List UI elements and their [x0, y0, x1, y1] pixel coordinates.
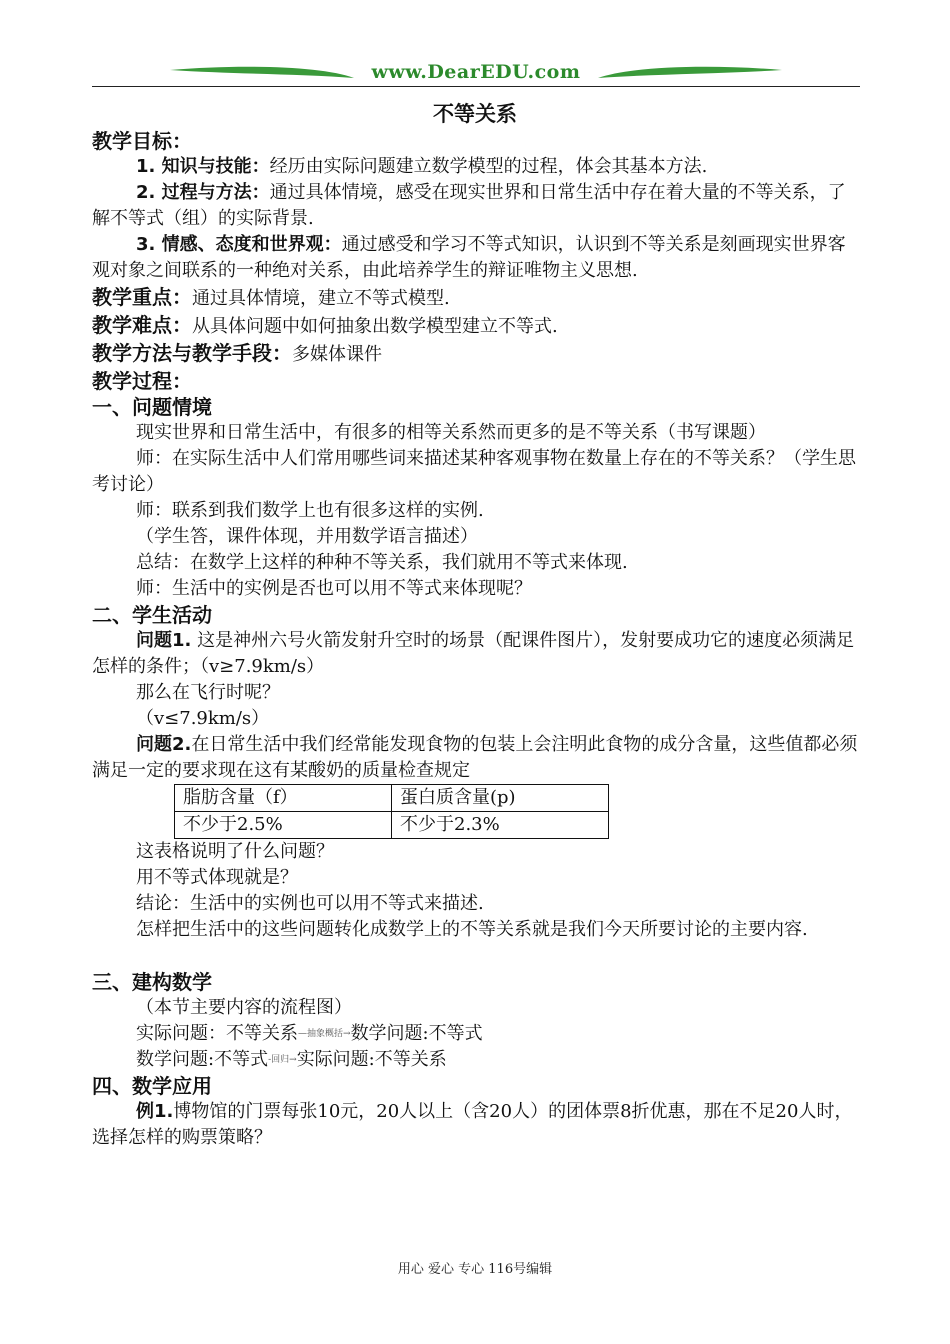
objective-2: 2. 过程与方法：通过具体情境，感受在现实世界和日常生活中存在着大量的不等关系，了解不等式（组）的实际背景. — [92, 182, 846, 229]
page-footer: 用心 爱心 专心 116号编辑 — [397, 1262, 553, 1277]
flow-line-1: 实际问题：不等关系—抽象概括→数学问题:不等式 — [136, 1023, 483, 1044]
document-body — [92, 128, 860, 1151]
section1-line: 现实世界和日常生活中，有很多的相等关系然而更多的是不等关系（书写课题） — [136, 422, 766, 443]
question-1: 问题1. 这是神州六号火箭发射升空时的场景（配课件图片），发射要成功它的速度必须满足怎样的条件；（v≥7.9km/s） — [92, 630, 855, 677]
arrow-icon: -回归→ — [268, 1055, 297, 1065]
section4-heading: 四、数学应用 — [92, 1074, 212, 1098]
section1-line: 师：联系到我们数学上也有很多这样的实例. — [136, 500, 484, 521]
section2-after: 用不等式体现就是？ — [136, 867, 298, 888]
teaching-method: 教学方法与教学手段：多媒体课件 — [92, 341, 382, 365]
table-header-cell: 脂肪含量（f） — [175, 785, 392, 812]
section2-after: 怎样把生活中的这些问题转化成数学上的不等关系就是我们今天所要讨论的主要内容. — [136, 919, 808, 940]
table-cell: 不少于2.3% — [392, 812, 609, 839]
objective-1: 1. 知识与技能：经历由实际问题建立数学模型的过程，体会其基本方法. — [136, 156, 708, 177]
page-title: 不等关系 — [433, 102, 517, 126]
flow-line-2: 数学问题:不等式-回归→实际问题:不等关系 — [136, 1049, 447, 1070]
question-1-follow: 那么在飞行时呢？ — [136, 682, 280, 703]
section2-after: 结论：生活中的实例也可以用不等式来描述. — [136, 893, 484, 914]
example-1: 例1.博物馆的门票每张10元，20人以上（含20人）的团体票8折优惠，那在不足20人时，选择怎样的购票策略？ — [92, 1101, 853, 1148]
objective-3: 3. 情感、态度和世界观：通过感受和学习不等式知识，认识到不等关系是刻画现实世界客观对象之间联系的一种绝对关系，由此培养学生的辩证唯物主义思想. — [92, 234, 846, 281]
arrow-icon: —抽象概括→ — [298, 1029, 351, 1039]
difficulty: 教学难点：从具体问题中如何抽象出数学模型建立不等式. — [92, 313, 558, 337]
header-rule — [92, 86, 860, 87]
section1-line: （学生答，课件体现，并用数学语言描述） — [136, 526, 478, 547]
table-cell: 不少于2.5% — [175, 812, 392, 839]
section1-line: 总结：在数学上这样的种种不等关系，我们就用不等式来体现. — [136, 552, 628, 573]
yogurt-table — [174, 784, 609, 839]
section1-line: 师：在实际生活中人们常用哪些词来描述某种客观事物在数量上存在的不等关系？（学生思考讨论） — [92, 448, 856, 495]
table-row — [175, 812, 609, 839]
spacer — [92, 943, 860, 969]
key-point: 教学重点：通过具体情境，建立不等式模型. — [92, 285, 450, 309]
section2-after: 这表格说明了什么问题？ — [136, 841, 334, 862]
section2-heading: 二、学生活动 — [92, 603, 212, 627]
flowchart-note: （本节主要内容的流程图） — [136, 997, 352, 1018]
section1-line: 师：生活中的实例是否也可以用不等式来体现呢？ — [136, 578, 532, 599]
question-1-answer: （v≤7.9km/s） — [136, 708, 270, 729]
question-2: 问题2.在日常生活中我们经常能发现食物的包装上会注明此食物的成分含量，这些值都必须满足一定的要求现在这有某酸奶的质量检查规定 — [92, 734, 858, 781]
site-banner — [92, 60, 860, 88]
objectives-heading: 教学目标： — [92, 129, 192, 153]
section1-heading: 一、问题情境 — [92, 395, 212, 419]
table-row — [175, 785, 609, 812]
section3-heading: 三、建构数学 — [92, 970, 212, 994]
site-brand[interactable]: www.DearEDU.com — [371, 61, 581, 83]
process-heading: 教学过程： — [92, 369, 192, 393]
table-header-cell: 蛋白质含量(p) — [392, 785, 609, 812]
